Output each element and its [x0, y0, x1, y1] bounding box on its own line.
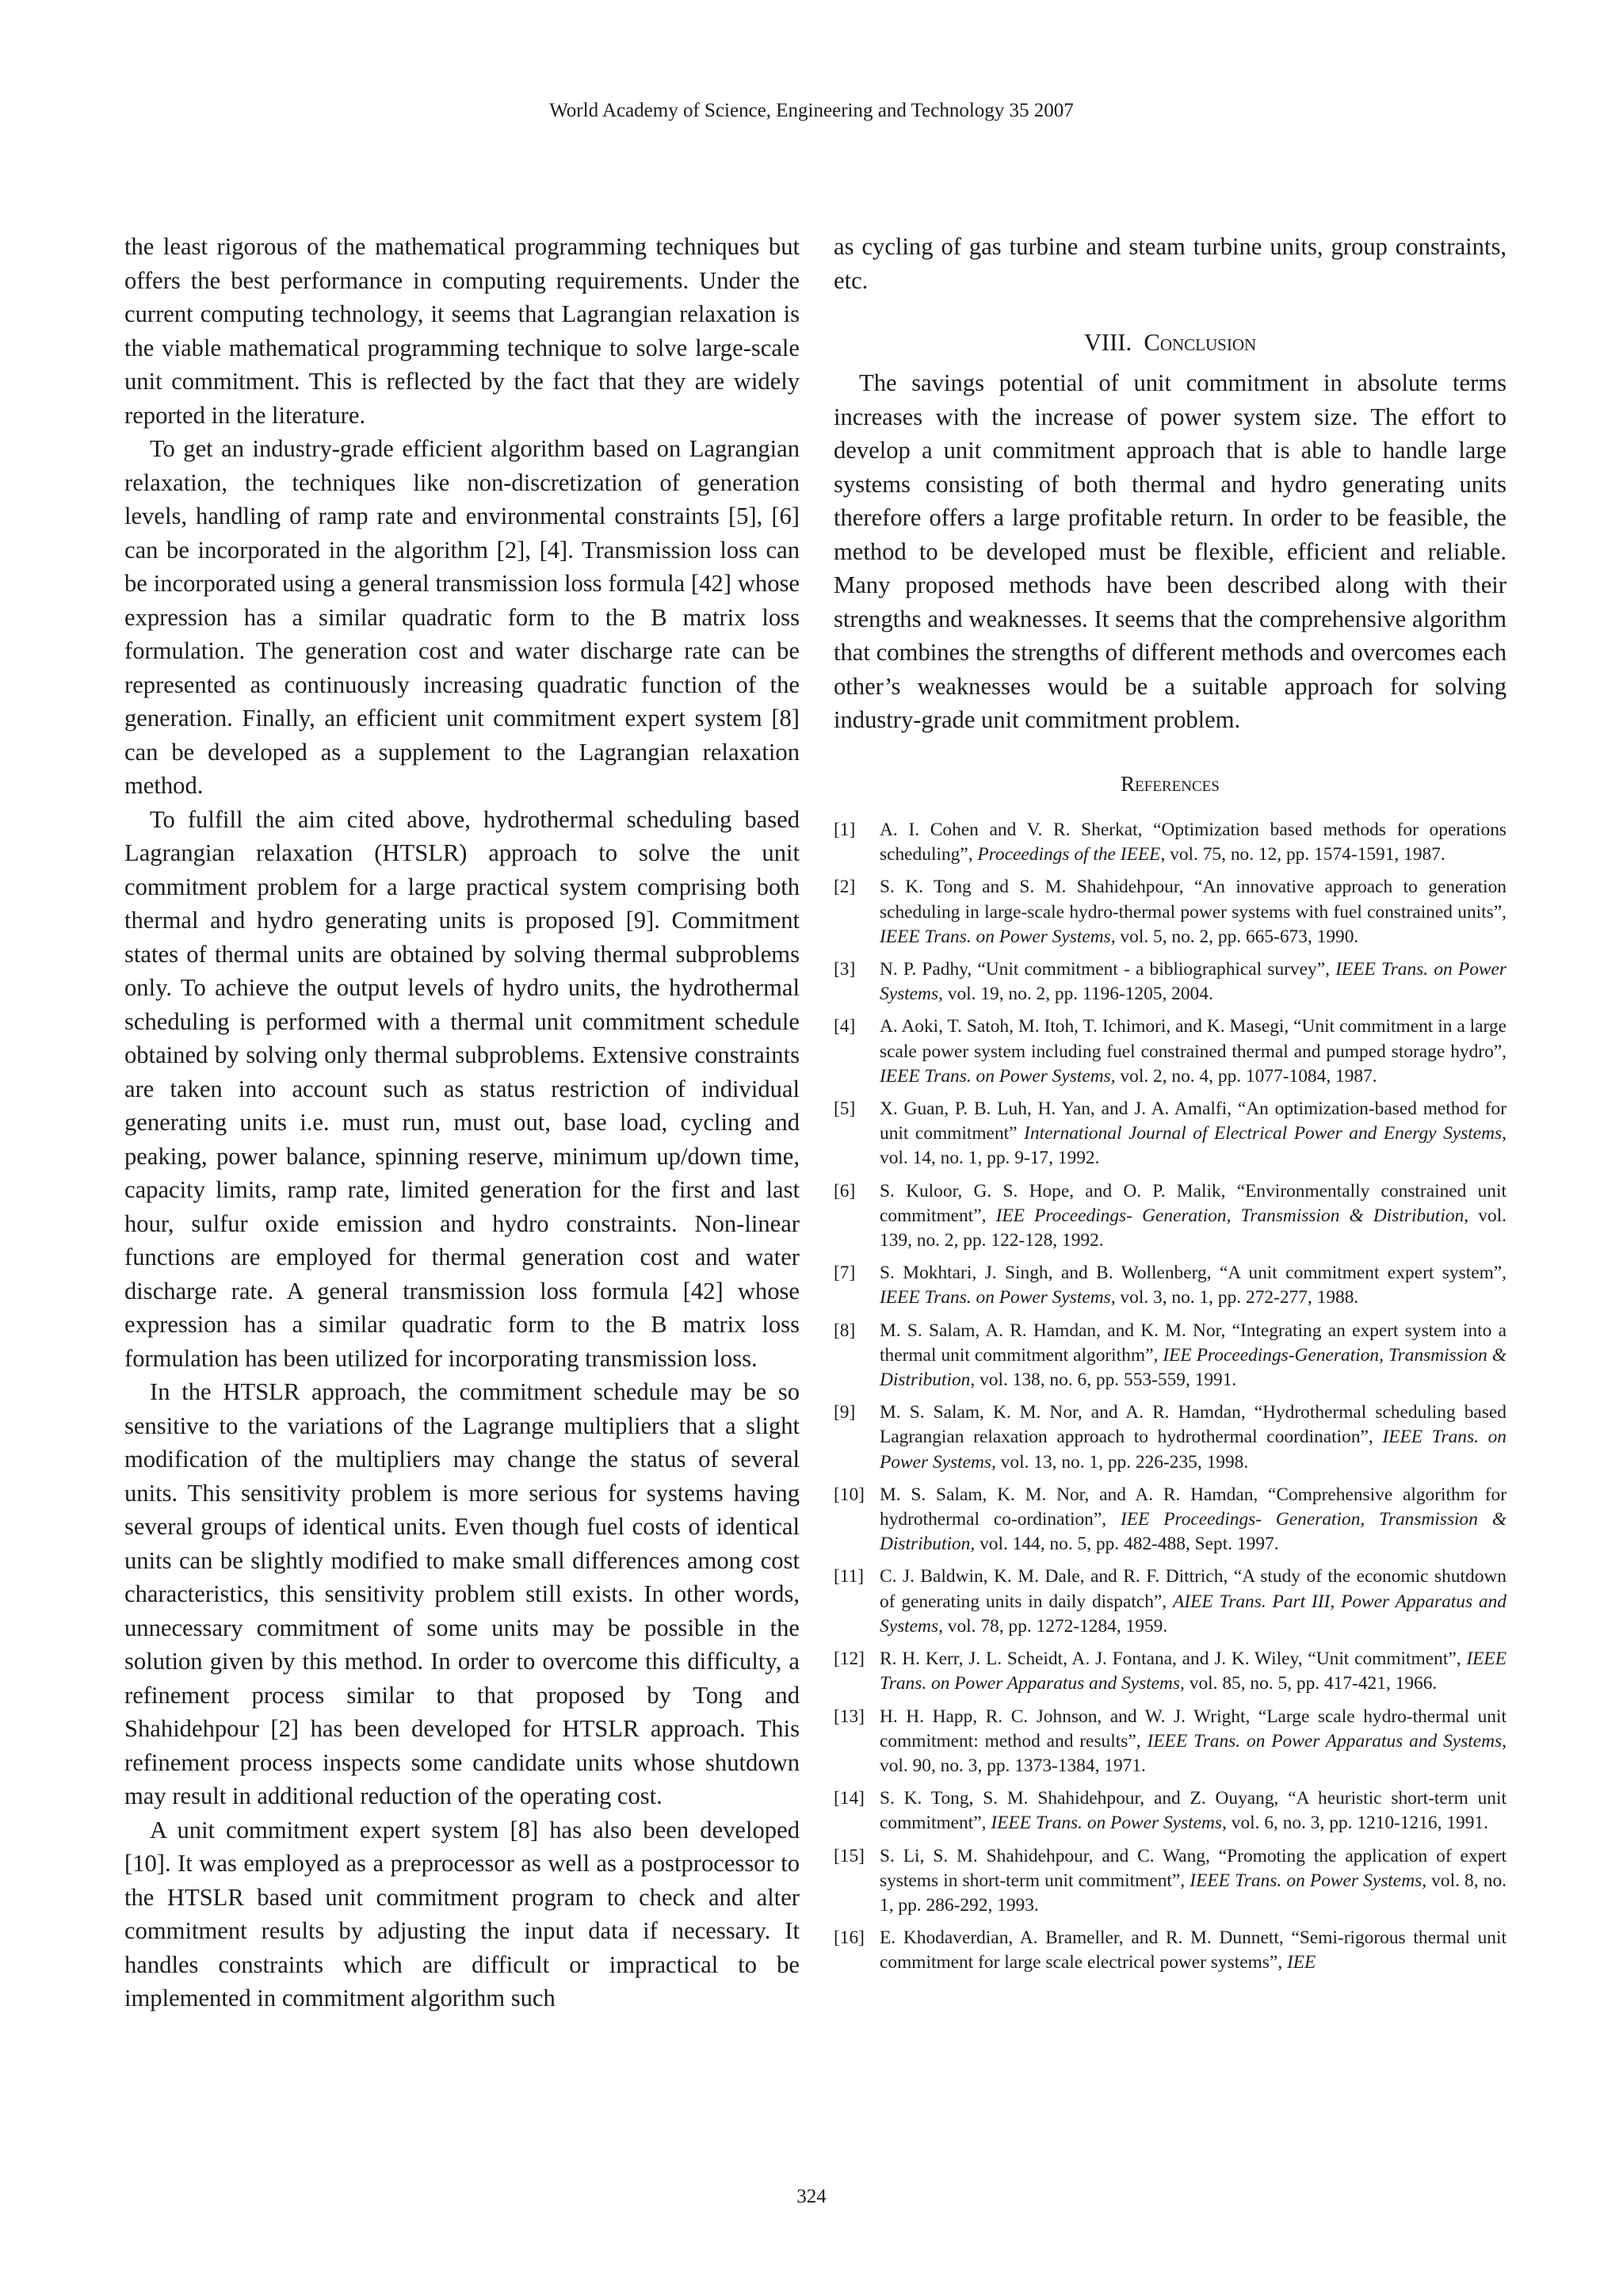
- reference-authors-title: A. I. Cohen and V. R. Sherkat, “Optimization based methods for operations scheduling”,: [880, 819, 1507, 865]
- reference-details: , vol. 6, no. 3, pp. 1210-1216, 1991.: [1222, 1813, 1488, 1834]
- reference-text: [880, 1400, 1507, 1475]
- reference-text: [880, 1647, 1507, 1696]
- reference-text: [880, 1179, 1507, 1254]
- reference-item: [834, 1844, 1507, 1919]
- reference-authors-title: S. K. Tong and S. M. Shahidehpour, “An innovative approach to generation scheduling in large-scale hydro-thermal power systems with fuel constrained units”,: [880, 877, 1507, 923]
- reference-details: , vol. 8, no. 1, pp. 286-292, 1993.: [880, 1870, 1507, 1916]
- reference-details: , vol. 75, no. 12, pp. 1574-1591, 1987.: [1160, 844, 1445, 865]
- reference-details: , vol. 78, pp. 1272-1284, 1959.: [938, 1615, 1168, 1637]
- reference-number: [4]: [834, 1016, 856, 1037]
- reference-venue: International Journal of Electrical Power and Energy Systems: [1024, 1123, 1503, 1144]
- reference-details: vol. 2, no. 4, pp. 1077-1084, 1987.: [1115, 1065, 1377, 1087]
- reference-number: [1]: [834, 819, 856, 840]
- reference-venue: IEE: [1286, 1952, 1316, 1973]
- section-heading-conclusion: [834, 327, 1507, 358]
- reference-authors-title: M. S. Salam, K. M. Nor, and A. R. Hamdan, “Comprehensive algorithm for hydrothermal co-ordination”,: [880, 1484, 1507, 1530]
- reference-details: , vol. 90, no. 3, pp. 1373-1384, 1971.: [880, 1730, 1507, 1776]
- reference-authors-title: E. Khodaverdian, A. Brameller, and R. M. Dunnett, “Semi-rigorous thermal unit commitment for large scale electrical power systems”,: [880, 1927, 1507, 1973]
- reference-details: , vol. 139, no. 2, pp. 122-128, 1992.: [880, 1205, 1507, 1251]
- reference-details: vol. 5, no. 2, pp. 665-673, 1990.: [1115, 926, 1359, 947]
- reference-authors-title: R. H. Kerr, J. L. Scheidt, A. J. Fontana, and J. K. Wiley, “Unit commitment”,: [880, 1648, 1467, 1670]
- reference-authors-title: S. Kuloor, G. S. Hope, and O. P. Malik, “Environmentally constrained unit commitment”,: [880, 1180, 1507, 1226]
- references-heading: References: [1121, 771, 1220, 796]
- body-paragraph: To get an industry-grade efficient algorithm based on Lagrangian relaxation, the techniques like non-discretization of generation levels, handling of ramp rate and environmental constraints [5], [6] can be incorporated in the algorithm [2], [4]. Transmission loss can be incorporated using a general transmission loss formula [42] whose expression has a similar quadratic form to the B matrix loss formulation. The generation cost and water discharge rate can be represented as continuously increasing quadratic function of the generation. Finally, an efficient unit commitment expert system [8] can be developed as a supplement to the Lagrangian relaxation method.: [124, 435, 800, 799]
- reference-item: [834, 1400, 1507, 1475]
- reference-item: [834, 1564, 1507, 1639]
- body-paragraph: as cycling of gas turbine and steam turbine units, group constraints, etc.: [834, 233, 1507, 294]
- reference-authors-title: S. K. Tong, S. M. Shahidehpour, and Z. Ouyang, “A heuristic short-term unit commitment”,: [880, 1788, 1507, 1834]
- running-header: World Academy of Science, Engineering and Technology 35 2007: [549, 100, 1074, 121]
- reference-item: [834, 1647, 1507, 1696]
- left-column: [124, 230, 800, 2015]
- body-paragraph: To fulfill the aim cited above, hydrothermal scheduling based Lagrangian relaxation (HTSLR) approach to solve the unit commitment problem for a large practical system comprising both thermal and hydro generating units is proposed [9]. Commitment states of thermal units are obtained by solving thermal subproblems only. To achieve the output levels of hydro units, the hydrothermal scheduling is performed with a thermal unit commitment schedule obtained by solving only thermal subproblems. Extensive constraints are taken into account such as status restriction of individual generating units i.e. must run, must out, base load, cycling and peaking, power balance, spinning reserve, minimum up/down time, capacity limits, ramp rate, limited generation for the first and last hour, sulfur oxide emission and hydro constraints. Non-linear functions are employed for thermal generation cost and water discharge rate. A general transmission loss formula [42] whose expression has a similar quadratic form to the B matrix loss formulation has been utilized for incorporating transmission loss.: [124, 805, 800, 1372]
- references-list: [834, 818, 1507, 1976]
- right-column: [834, 230, 1507, 1984]
- reference-text: [880, 1786, 1507, 1836]
- reference-number: [11]: [834, 1566, 865, 1587]
- reference-item: [834, 1786, 1507, 1836]
- reference-number: [3]: [834, 959, 856, 980]
- reference-details: , vol. 144, no. 5, pp. 482-488, Sept. 1997.: [970, 1534, 1279, 1555]
- reference-authors-title: M. S. Salam, A. R. Hamdan, and K. M. Nor, “Integrating an expert system into a thermal unit commitment algorithm”,: [880, 1320, 1507, 1366]
- reference-number: [2]: [834, 877, 856, 898]
- reference-number: [9]: [834, 1402, 856, 1423]
- reference-authors-title: C. J. Baldwin, K. M. Dale, and R. F. Dittrich, “A study of the economic shutdown of generating units in daily dispatch”,: [880, 1566, 1507, 1612]
- reference-details: , vol. 138, no. 6, pp. 553-559, 1991.: [970, 1370, 1237, 1391]
- reference-details: vol. 3, no. 1, pp. 272-277, 1988.: [1115, 1287, 1359, 1308]
- body-paragraph: A unit commitment expert system [8] has also been developed [10]. It was employed as a preprocessor as well as a postprocessor to the HTSLR based unit commitment program to check and alter commitment results by adjusting the input data if necessary. It handles constraints which are difficult or impractical to be implemented in commitment algorithm such: [124, 1816, 800, 2011]
- reference-number: [13]: [834, 1706, 865, 1727]
- reference-text: [880, 1319, 1507, 1393]
- reference-venue: IEEE Trans. on Power Systems: [880, 959, 1507, 1005]
- reference-item: [834, 1319, 1507, 1393]
- reference-text: [880, 1483, 1507, 1557]
- reference-venue: IEEE Trans. on Power Systems: [991, 1813, 1223, 1834]
- reference-text: [880, 1844, 1507, 1919]
- reference-venue: IEEE Trans. on Power Systems: [1190, 1870, 1423, 1891]
- reference-text: [880, 875, 1507, 949]
- reference-item: [834, 1926, 1507, 1975]
- reference-venue: IEE Proceedings-Generation, Transmission & Distribution: [880, 1344, 1507, 1391]
- reference-item: [834, 1179, 1507, 1254]
- reference-number: [10]: [834, 1484, 865, 1505]
- reference-number: [8]: [834, 1320, 856, 1341]
- reference-authors-title: N. P. Padhy, “Unit commitment - a bibliographical survey”,: [880, 959, 1336, 980]
- reference-authors-title: S. Li, S. M. Shahidehpour, and C. Wang, “Promoting the application of expert systems in short-term unit commitment”,: [880, 1845, 1507, 1891]
- reference-item: [834, 1014, 1507, 1089]
- reference-number: [5]: [834, 1098, 856, 1120]
- reference-venue: AIEE Trans. Part III, Power Apparatus and Systems: [880, 1591, 1507, 1637]
- reference-number: [14]: [834, 1788, 865, 1809]
- reference-venue: IEEE Trans. on Power Systems,: [880, 926, 1116, 947]
- reference-venue: IEE Proceedings- Generation, Transmission & Distribution: [880, 1509, 1507, 1555]
- reference-text: [880, 1564, 1507, 1639]
- reference-authors-title: M. S. Salam, K. M. Nor, and A. R. Hamdan, “Hydrothermal scheduling based Lagrangian relaxation approach to hydrothermal coordination”,: [880, 1402, 1507, 1448]
- reference-details: vol. 13, no. 1, pp. 226-235, 1998.: [995, 1451, 1249, 1473]
- reference-number: [12]: [834, 1648, 865, 1670]
- reference-authors-title: H. H. Happ, R. C. Johnson, and W. J. Wright, “Large scale hydro-thermal unit commitment: method and results”,: [880, 1706, 1507, 1752]
- reference-authors-title: X. Guan, P. B. Luh, H. Yan, and J. A. Amalfi, “An optimization-based method for unit commitment”: [880, 1098, 1507, 1144]
- reference-details: , vol. 14, no. 1, pp. 9-17, 1992.: [880, 1123, 1507, 1169]
- reference-text: [880, 1705, 1507, 1779]
- reference-number: [16]: [834, 1927, 865, 1949]
- reference-item: [834, 957, 1507, 1007]
- reference-venue: IEEE Trans. on Power Apparatus and Systems: [880, 1648, 1507, 1694]
- reference-item: [834, 1705, 1507, 1779]
- body-paragraph: the least rigorous of the mathematical programming techniques but offers the best performance in computing requirements. Under the current computing technology, it seems that Lagrangian relaxation is the viable mathematical programming technique to solve large-scale unit commitment. This is reflected by the fact that they are widely reported in the literature.: [124, 233, 800, 429]
- reference-details: , vol. 19, no. 2, pp. 1196-1205, 2004.: [938, 984, 1213, 1005]
- reference-authors-title: A. Aoki, T. Satoh, M. Itoh, T. Ichimori, and K. Masegi, “Unit commitment in a large scale power system including fuel constrained thermal and pumped storage hydro”,: [880, 1016, 1507, 1062]
- reference-text: [880, 1097, 1507, 1171]
- reference-text: [880, 818, 1507, 867]
- reference-venue: IEEE Trans. on Power Systems,: [880, 1065, 1116, 1087]
- reference-text: [880, 957, 1507, 1007]
- reference-details: , vol. 85, no. 5, pp. 417-421, 1966.: [1180, 1673, 1438, 1694]
- reference-item: [834, 875, 1507, 949]
- reference-number: [6]: [834, 1180, 856, 1201]
- reference-item: [834, 1097, 1507, 1171]
- section-number: VIII.: [1083, 329, 1132, 356]
- page-number: 324: [796, 2186, 827, 2207]
- reference-item: [834, 1261, 1507, 1310]
- body-paragraph: The savings potential of unit commitment in absolute terms increases with the increase of power system size. The effort to develop a unit commitment approach that is able to handle large systems consisting of both thermal and hydro generating units therefore offers a large profitable return. In order to be feasible, the method to be developed must be flexible, efficient and reliable. Many proposed methods have been described along with their strengths and weaknesses. It seems that the comprehensive algorithm that combines the strengths of different methods and overcomes each other’s weaknesses would be a suitable approach for solving industry-grade unit commitment problem.: [834, 369, 1507, 733]
- reference-venue: IEEE Trans. on Power Systems,: [880, 1427, 1507, 1473]
- body-paragraph: In the HTSLR approach, the commitment schedule may be so sensitive to the variations of the Lagrange multipliers that a slight modification of the multipliers may change the status of several units. This sensitivity problem is more serious for systems having several groups of identical units. Even though fuel costs of identical units can be slightly modified to make small differences among cost characteristics, this sensitivity problem still exists. In other words, unnecessary commitment of some units may be possible in the solution given by this method. In order to overcome this difficulty, a refinement process similar to that proposed by Tong and Shahidehpour [2] has been developed for HTSLR approach. This refinement process inspects some candidate units whose shutdown may result in additional reduction of the operating cost.: [124, 1378, 800, 1809]
- reference-venue: IEEE Trans. on Power Apparatus and Systems: [1147, 1730, 1503, 1752]
- reference-item: [834, 1483, 1507, 1557]
- reference-text: [880, 1014, 1507, 1089]
- reference-venue: Proceedings of the IEEE: [977, 844, 1161, 865]
- reference-authors-title: S. Mokhtari, J. Singh, and B. Wollenberg, “A unit commitment expert system”,: [880, 1263, 1507, 1284]
- reference-venue: IEE Proceedings- Generation, Transmission & Distribution: [995, 1205, 1465, 1226]
- reference-item: [834, 818, 1507, 867]
- reference-venue: IEEE Trans. on Power Systems,: [880, 1287, 1116, 1308]
- reference-number: [15]: [834, 1845, 865, 1866]
- section-title: Conclusion: [1144, 329, 1257, 356]
- reference-text: [880, 1261, 1507, 1310]
- reference-number: [7]: [834, 1263, 856, 1284]
- reference-text: [880, 1926, 1507, 1975]
